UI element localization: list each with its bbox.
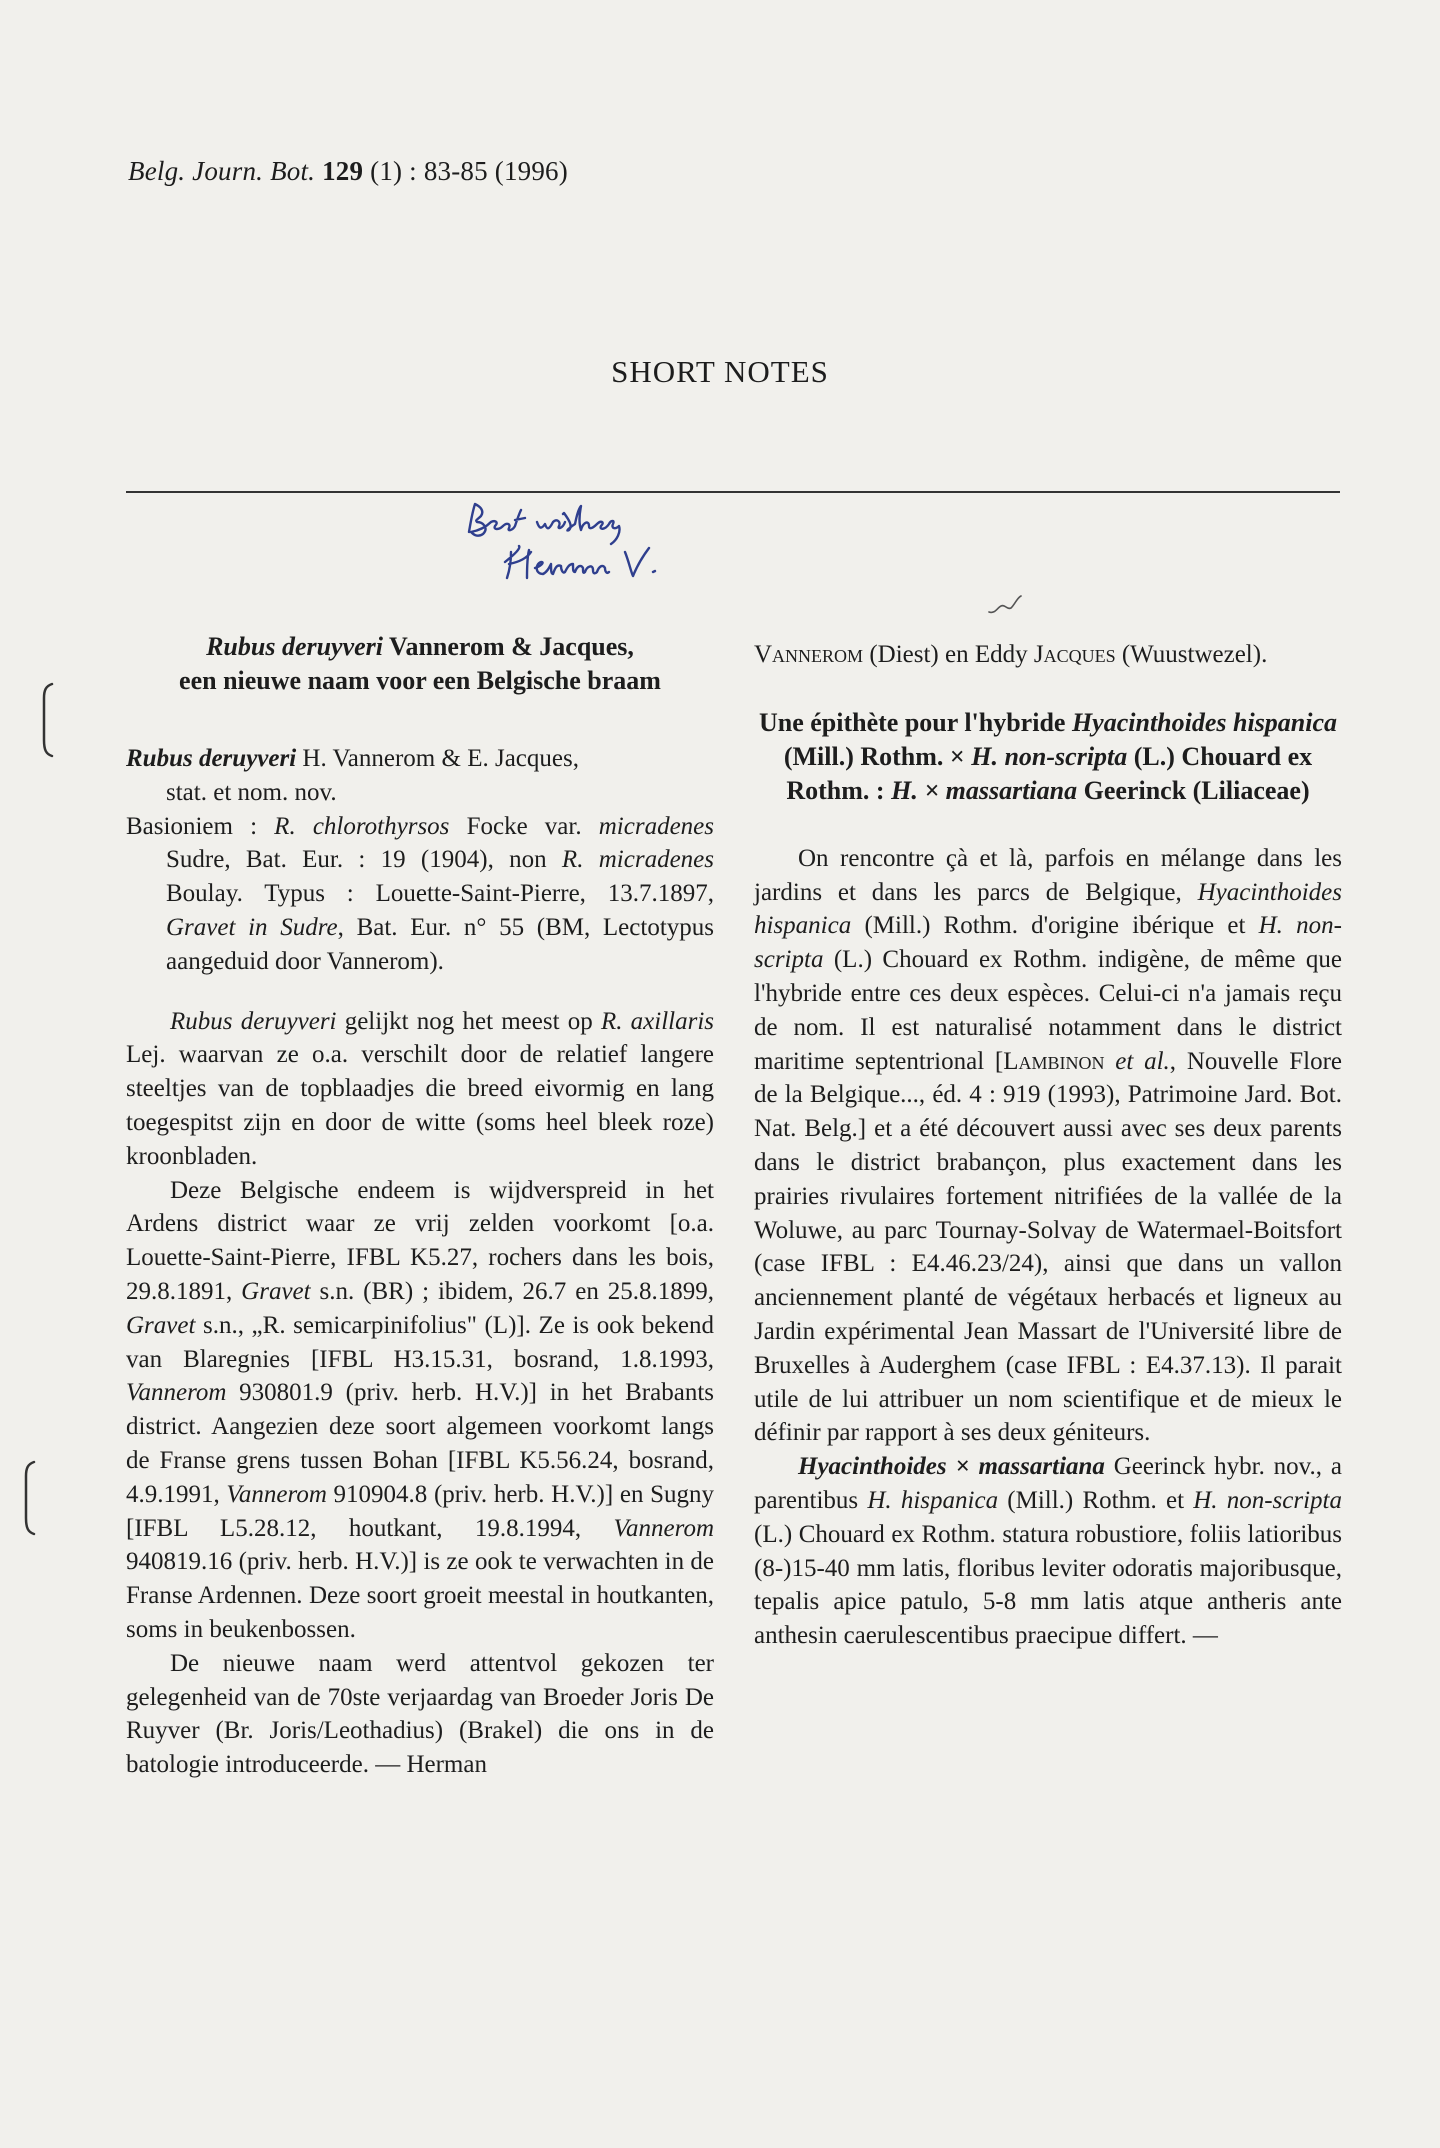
title-authors: Vannerom & Jacques, [383,632,634,661]
collector-name: Gravet [241,1277,311,1305]
nomenclature-entry [126,742,714,810]
new-hybrid-name: Hyacinthoides × massartiana [798,1453,1105,1481]
taxon-name: Hyacinthoides hispanica [754,878,1342,940]
title-text: Geerinck (Liliaceae) [1077,775,1310,805]
horizontal-rule [126,491,1340,493]
title-text: Une épithète pour l'hybride [758,707,1072,737]
paragraph [754,1450,1342,1653]
title-taxon: H. non-scripta [971,741,1128,771]
text-run: (Diest) en Eddy [863,641,1034,668]
handwritten-signature [465,492,695,592]
paragraph [126,1174,714,1647]
nomen-status: stat. et nom. nov. [166,778,337,806]
text-run: gelijkt nog het meest op [336,1007,601,1035]
nomen-authors: H. Vannerom & E. Jacques, [296,745,579,772]
text-run: On rencontre çà et là, parfois en mélange dans les jardins et dans les parcs de Belgique, [754,844,1342,906]
taxon-name: H. hispanica [867,1486,999,1514]
article-title-rubus [126,630,714,698]
collector-name: Vannerom [126,1379,227,1407]
author-name: Jacques [1033,641,1116,668]
text-run: s.n., „R. semicarpinifolius" (L)]. Ze is ook bekend van Blaregnies [IFBL H3.15.31, bosrand, 1.8.1993, [126,1311,714,1373]
authors-continuation [754,638,1342,672]
text-run: (Mill.) Rothm. d'origine ibérique et [851,912,1259,940]
taxon-name: H. non-scripta [1193,1486,1342,1514]
taxon-name: H. non-scripta [754,912,1342,974]
basionym-non-name: R. micradenes [561,846,714,874]
text-run: (Mill.) Rothm. et [998,1486,1194,1514]
paragraph [754,842,1342,1450]
paragraph [126,1005,714,1174]
journal-citation [128,156,568,187]
title-text: (Mill.) Rothm. × [783,741,972,771]
title-taxon: H. × massartiana [891,775,1078,805]
title-text: (L.) Chouard ex Rothm. : [786,741,1313,805]
text-run: Lej. waarvan ze o.a. verschilt door de relatief langere steeltjes van de topblaadjes die breed eivormig en lang toegespitst zijn en door de witte (soms heel bleek roze) kroonbladen. [126,1041,714,1170]
title-taxon: Hyacinthoides hispanica [1071,707,1338,737]
basionym-text: Focke var. [449,812,599,840]
pencil-bracket-mark [38,680,58,760]
basionym-text: Boulay. Typus : Louette-Saint-Pierre, 13.7.1897, [166,880,714,908]
text-run: Deze Belgische endeem is wijdverspreid in het Ardens district waar ze vrij zelden voorkomt [o.a. Louette-Saint-Pierre, IFBL K5.27, rochers dans les bois, 29.8.1891, [126,1176,714,1305]
article-title-hyacinthoides [754,706,1342,808]
basionym-entry [126,810,714,979]
collector-name: Gravet [126,1311,196,1339]
title-subtitle: een nieuwe naam voor een Belgische braam [179,666,661,695]
taxon-name: Rubus deruyveri [170,1007,337,1035]
et-al: et al. [1104,1047,1170,1075]
right-column [754,638,1342,1653]
text-run: 930801.9 (priv. herb. H.V.)] in het Brabants district. Aangezien deze soort algemeen voorkomt langs de Franse grens tussen Bohan [IFBL K5.56.24, bosrand, 4.9.1991, [126,1379,714,1508]
text-run: , Nouvelle Flore de la Belgique..., éd. 4 : 919 (1993), Patrimoine Jard. Bot. Nat. Belg.] et a été découvert aussi avec ses deux parents dans le district brabançon, plus exactement dans les prairies rivulaires fortement nitrifiées de la vallée de la Woluwe, au parc Tournay-Solvay de Watermael-Boitsfort (case IFBL : E4.46.23/24), ainsi que dans un vallon anciennement planté de végétaux herbacés et ligneux au Jardin expérimental Jean Massart de l'Université libre de Bruxelles à Auderghem (case IFBL : E4.37.13). Il parait utile de lui attribuer un nom scientifique et de mieux le définir par rapport à ses deux géniteurs. [754,1047,1342,1447]
journal-volume: 129 [322,156,364,186]
journal-issue: (1) : 83-85 (1996) [363,156,568,186]
taxon-name: R. axillaris [600,1007,715,1035]
text-run: 940819.16 (priv. herb. H.V.)] is ze ook te verwachten in de Franse Ardennen. Deze soort groeit meestal in houtkanten, soms in beukenbossen. [126,1548,714,1643]
title-taxon-name: Rubus deruyveri [206,632,384,661]
ink-mark [985,590,1025,620]
text-run: (Wuustwezel). [1115,641,1268,668]
basionym-collector: Gravet in Sudre [166,913,338,941]
basionym-name: R. chlorothyrsos [274,812,450,840]
basionym-label: Basioniem : [126,812,275,840]
text-run: 910904.8 (priv. herb. H.V.)] en Sugny [IFBL L5.28.12, houtkant, 19.8.1994, [126,1480,715,1542]
nomen-taxon: Rubus deruyveri [126,745,297,772]
collector-name: Vannerom [613,1514,714,1542]
text-run: (L.) Chouard ex Rothm. statura robustiore, foliis latioribus (8-)15-40 mm latis, floribus leviter odoratis majoribusque, tepalis apice patulo, 5-8 mm latis atque antheris ante anthesin caerulescentibus praecipue differt. — [754,1520,1342,1650]
section-title: SHORT NOTES [611,354,829,389]
pencil-bracket-mark [20,1458,40,1538]
text-run: Geerinck hybr. nov., a parentibus [754,1453,1342,1514]
paragraph: De nieuwe naam werd attentvol gekozen ter gelegenheid van de 70ste verjaardag van Broeder Joris De Ruyver (Br. Joris/Leothadius) (Brakel) die ons in de batologie introduceerde. — Herman [126,1649,714,1779]
basionym-text: Sudre, Bat. Eur. : 19 (1904), non [166,846,562,874]
left-column [126,630,714,1782]
basionym-variety: micradenes [598,812,714,840]
collector-name: Vannerom [226,1480,327,1508]
text-run: s.n. (BR) ; ibidem, 26.7 en 25.8.1899, [310,1277,714,1305]
journal-name: Belg. Journ. Bot. [128,156,316,186]
text-run: (L.) Chouard ex Rothm. indigène, de même que l'hybride entre ces deux espèces. Celui-ci n'a jamais reçu de nom. Il est naturalisé notamment dans le district maritime septentrional [ [754,946,1342,1075]
basionym-text: , Bat. Eur. n° 55 (BM, Lectotypus aangeduid door Vannerom). [166,913,714,975]
reference-author: Lambinon [1003,1047,1105,1075]
author-name: Vannerom [754,641,864,668]
